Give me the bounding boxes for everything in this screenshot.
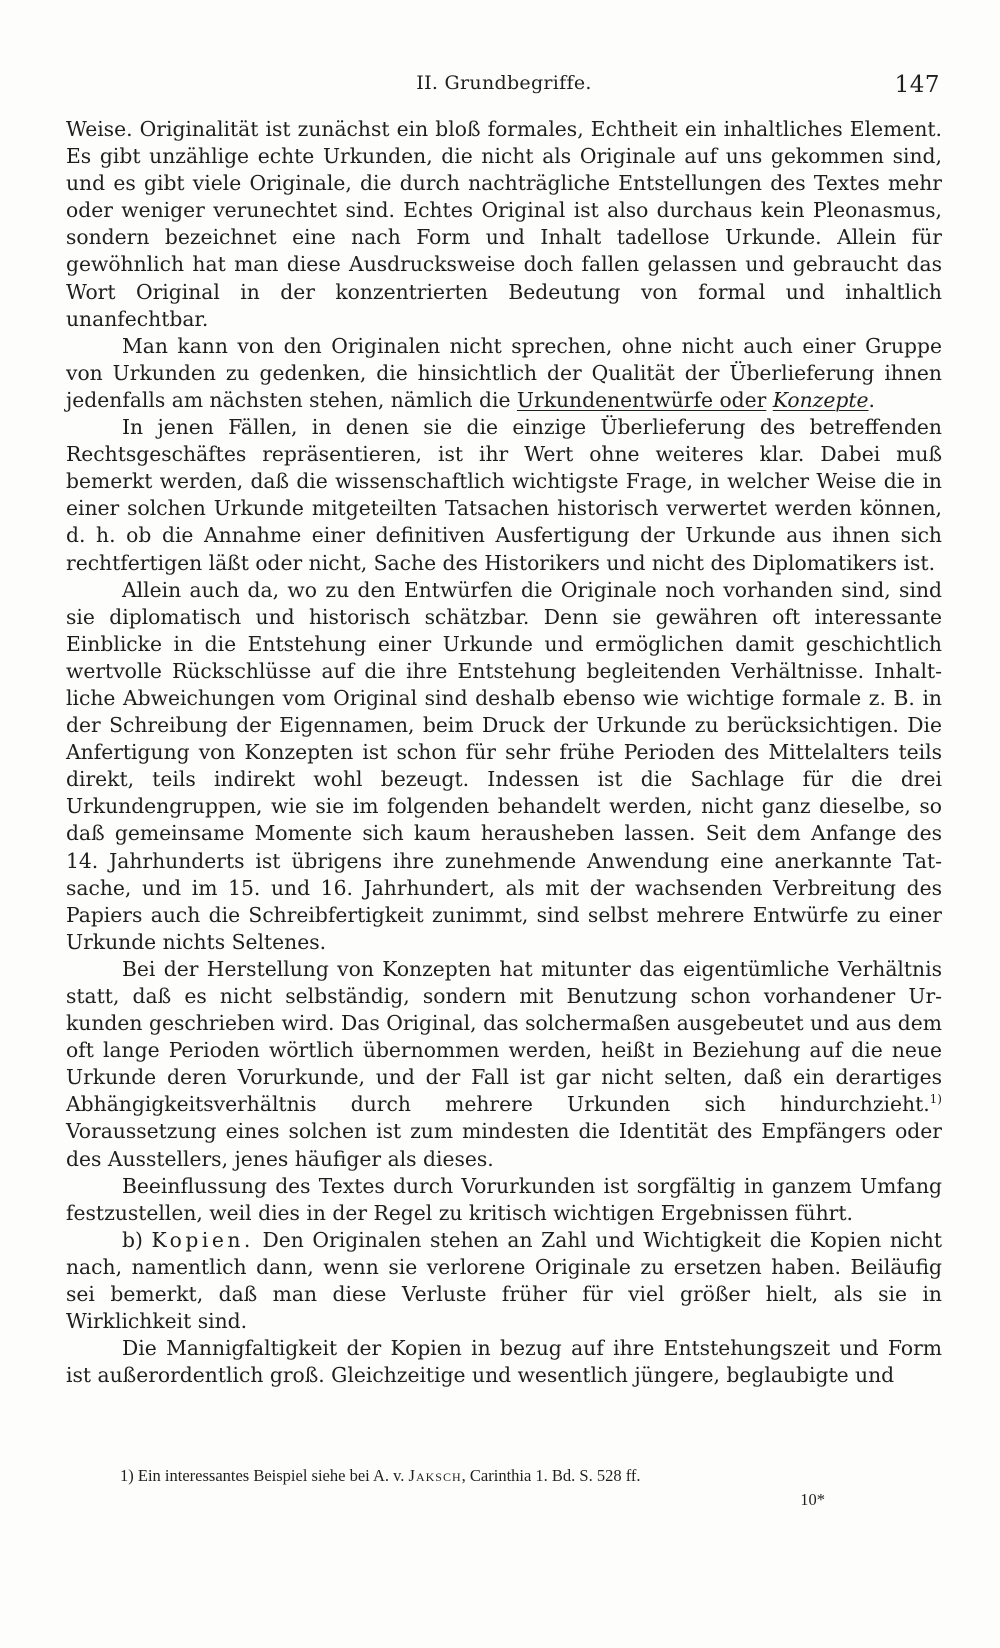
page-number: 147 [894,72,940,98]
paragraph-5-continuation: Voraussetzung eines solchen ist zum mindesten die Identität des Empfängers oder des Ausstellers, jenes häufiger als dieses. [66,1119,942,1171]
footnote-reference: 1) [929,1092,942,1107]
term-urkundenentwuerfe: Urkundenentwürfe oder [516,387,767,412]
term-konzepte: Konzepte [772,387,869,412]
footnote [120,1465,830,1487]
body-text [66,116,942,1389]
sheet-signature: 10* [800,1490,825,1509]
footnote-citation: , Carinthia 1. Bd. S. 528 ff. [461,1466,641,1485]
paragraph-6: Beeinflussung des Textes durch Vorurkunden ist sorgfältig in ganzem Umfang festzustellen, weil dies in der Regel zu kritisch wichtigen Ergebnissen führt. [66,1173,942,1225]
footnote-number: 1) [120,1466,134,1485]
paragraph-2-end: . [868,387,875,412]
section-label-prefix: b) [122,1227,152,1252]
paragraph-5 [66,956,942,1173]
paragraph-4: Allein auch da, wo zu den Entwürfen die Originale noch vorhanden sind, sind sie diplomatisch und historisch schätzbar. Denn sie gewähren oft interessante Einblicke in die Entstehung einer Urkunde und ermöglichen damit geschichtlich wertvolle Rückschlüsse auf die ihre Entstehung begleitenden Verhältnisse. Inhaltliche Abweichungen vom Original sind deshalb ebenso wie wichtige formale z. B. in der Schreibung der Eigennamen, beim Druck der Urkunde zu berücksichtigen. Die Anfertigung von Konzepten ist schon für sehr frühe Perioden des Mittelalters teils direkt, teils indirekt wohl bezeugt. Indessen ist die Sachlage für die drei Urkundengruppen, wie sie im folgenden behandelt werden, nicht ganz dieselbe, so daß gemeinsame Momente sich kaum herausheben lassen. Seit dem Anfange des 14. Jahrhunderts ist übrigens ihre zunehmende Anwendung eine anerkannte Tatsache, und im 15. und 16. Jahrhundert, als mit der wachsenden Verbreitung des Papiers auch die Schreibfertigkeit zunimmt, sind selbst mehrere Entwürfe zu einer Urkunde nichts Seltenes. [66,577,942,954]
paragraph-7 [66,1227,942,1335]
footnote-author: Jaksch [408,1466,462,1485]
paragraph-1: Weise. Originalität ist zunächst ein bloß formales, Echtheit ein inhaltliches Element. Es gibt unzählige echte Urkunden, die nicht als Originale auf uns gekommen sind, und es gibt viele Originale, die durch nachträgliche Entstellungen des Textes mehr oder weniger verunechtet sind. Echtes Original ist also durchaus kein Pleonasmus, sondern bezeichnet eine nach Form und Inhalt tadellose Urkunde. Allein für gewöhnlich hat man diese Ausdrucksweise doch fallen gelassen und gebraucht das Wort Original in der konzentrierten Bedeutung von formal und inhaltlich unanfechtbar. [66,117,942,331]
running-header [66,72,942,102]
paragraph-2-text: Man kann von den Originalen nicht sprechen, ohne nicht auch einer Gruppe von Urkunden zu gedenken, die hinsichtlich der Qualität der Überlieferung ihnen jedenfalls am nächsten stehen, nämlich die [66,333,942,412]
running-title: II. Grundbegriffe. [416,72,592,94]
footnote-text: Ein interessantes Beispiel siehe bei A. v. [133,1466,409,1485]
section-label-kopien: Kopien. [151,1227,254,1252]
paragraph-3: In jenen Fällen, in denen sie die einzige Überlieferung des betreffenden Rechtsgeschäftes repräsentieren, ist ihr Wert ohne weiteres klar. Dabei muß bemerkt werden, daß die wissenschaftlich wichtigste Frage, in welcher Weise die in einer solchen Urkunde mitgeteilten Tatsachen historisch verwertet werden können, d. h. ob die Annahme einer definitiven Ausfertigung der Urkunde aus ihnen sich rechtfertigen läßt oder nicht, Sache des Historikers und nicht des Diplomatikers ist. [66,415,942,575]
paragraph-5-text: Bei der Herstellung von Konzepten hat mitunter das eigentümliche Verhältnis statt, daß es nicht selbständig, sondern mit Benutzung schon vorhandener Urkunden geschrieben wird. Das Original, das solchermaßen ausgebeutet und aus dem oft lange Perioden wörtlich übernommen werden, heißt in Beziehung auf die neue Urkunde deren Vorurkunde, und der Fall ist gar nicht selten, daß ein derartiges Abhängigkeitsverhältnis durch mehrere Urkunden sich hindurchzieht. [66,956,942,1117]
paragraph-8: Die Mannigfaltigkeit der Kopien in bezug auf ihre Entstehungszeit und Form ist außerordentlich groß. Gleichzeitige und wesentlich jüngere, beglaubigte und [66,1336,942,1388]
paragraph-2 [66,333,942,414]
paragraph-7-text: Den Originalen stehen an Zahl und Wichtigkeit die Kopien nicht nach, namentlich dann, wenn sie verlorene Originale zu ersetzen haben. Beiläufig sei bemerkt, daß man diese Verluste früher für viel größer hielt, als sie in Wirklichkeit sind. [66,1227,943,1334]
